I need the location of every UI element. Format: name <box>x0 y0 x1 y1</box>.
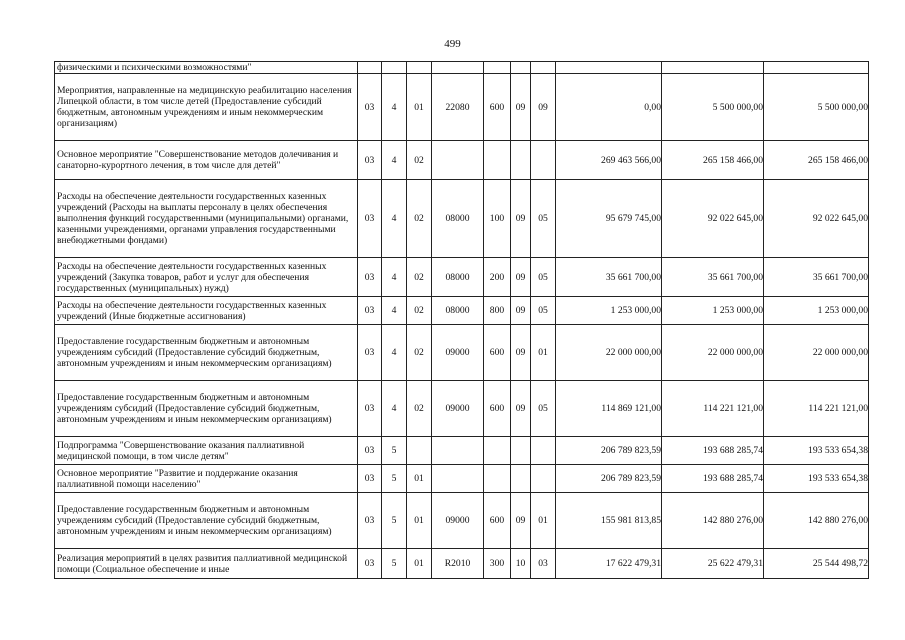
subprogram-code-cell: 4 <box>382 381 407 437</box>
direction-code-cell <box>432 62 484 74</box>
program-code-cell: 03 <box>358 297 382 325</box>
program-code-cell: 03 <box>358 549 382 579</box>
amount-year-3-cell <box>764 62 869 74</box>
subprogram-code-cell: 4 <box>382 258 407 297</box>
subprogram-code-cell: 4 <box>382 297 407 325</box>
row-name-cell: Основное мероприятие "Совершенствование методов долечивания и санаторно-курортного лечения, в том числе для детей" <box>55 141 358 180</box>
amount-year-3-cell: 5 500 000,00 <box>764 74 869 141</box>
amount-year-1-cell <box>556 62 662 74</box>
amount-year-3-cell: 35 661 700,00 <box>764 258 869 297</box>
row-name-cell: Мероприятия, направленные на медицинскую реабилитацию населения Липецкой области, в том числе детей (Предоставление субсидий бюджетным, автономным учреждениям и иным некоммерческим организациям) <box>55 74 358 141</box>
section-cell <box>511 62 531 74</box>
expense-type-cell: 600 <box>484 325 511 381</box>
table-row <box>55 141 869 180</box>
program-code-cell: 03 <box>358 258 382 297</box>
subsection-cell <box>531 141 556 180</box>
amount-year-3-cell: 142 880 276,00 <box>764 493 869 549</box>
table-row <box>55 258 869 297</box>
amount-year-2-cell: 114 221 121,00 <box>662 381 764 437</box>
program-code-cell: 03 <box>358 437 382 465</box>
event-code-cell: 01 <box>407 549 432 579</box>
program-code-cell: 03 <box>358 381 382 437</box>
table-row <box>55 325 869 381</box>
row-name-cell: Расходы на обеспечение деятельности государственных казенных учреждений (Иные бюджетные ассигнования) <box>55 297 358 325</box>
event-code-cell: 02 <box>407 297 432 325</box>
event-code-cell: 01 <box>407 74 432 141</box>
subsection-cell: 03 <box>531 549 556 579</box>
amount-year-2-cell <box>662 62 764 74</box>
subsection-cell: 09 <box>531 74 556 141</box>
amount-year-2-cell: 35 661 700,00 <box>662 258 764 297</box>
row-name-cell: Реализация мероприятий в целях развития паллиативной медицинской помощи (Социальное обеспечение и иные <box>55 549 358 579</box>
table-row <box>55 180 869 258</box>
direction-code-cell: 08000 <box>432 258 484 297</box>
amount-year-1-cell: 17 622 479,31 <box>556 549 662 579</box>
expense-type-cell <box>484 465 511 493</box>
subprogram-code-cell: 5 <box>382 465 407 493</box>
program-code-cell: 03 <box>358 74 382 141</box>
section-cell: 09 <box>511 297 531 325</box>
subprogram-code-cell <box>382 62 407 74</box>
amount-year-2-cell: 193 688 285,74 <box>662 465 764 493</box>
table-row <box>55 465 869 493</box>
amount-year-2-cell: 25 622 479,31 <box>662 549 764 579</box>
direction-code-cell <box>432 465 484 493</box>
amount-year-2-cell: 193 688 285,74 <box>662 437 764 465</box>
page-number: 499 <box>444 38 461 50</box>
subprogram-code-cell: 4 <box>382 74 407 141</box>
subprogram-code-cell: 4 <box>382 141 407 180</box>
amount-year-2-cell: 265 158 466,00 <box>662 141 764 180</box>
row-name-cell: Предоставление государственным бюджетным и автономным учреждениям субсидий (Предоставление субсидий бюджетным, автономным учреждениям и иным некоммерческим организациям) <box>55 325 358 381</box>
program-code-cell <box>358 62 382 74</box>
row-name-cell: Предоставление государственным бюджетным и автономным учреждениям субсидий (Предоставление субсидий бюджетным, автономным учреждениям и иным некоммерческим организациям) <box>55 493 358 549</box>
amount-year-3-cell: 22 000 000,00 <box>764 325 869 381</box>
section-cell <box>511 465 531 493</box>
section-cell: 09 <box>511 493 531 549</box>
expense-type-cell <box>484 62 511 74</box>
amount-year-1-cell: 35 661 700,00 <box>556 258 662 297</box>
amount-year-3-cell: 265 158 466,00 <box>764 141 869 180</box>
subprogram-code-cell: 5 <box>382 549 407 579</box>
subprogram-code-cell: 5 <box>382 493 407 549</box>
direction-code-cell: 09000 <box>432 493 484 549</box>
direction-code-cell: 22080 <box>432 74 484 141</box>
event-code-cell: 02 <box>407 180 432 258</box>
amount-year-3-cell: 92 022 645,00 <box>764 180 869 258</box>
program-code-cell: 03 <box>358 180 382 258</box>
amount-year-1-cell: 95 679 745,00 <box>556 180 662 258</box>
subsection-cell: 05 <box>531 258 556 297</box>
section-cell: 09 <box>511 325 531 381</box>
amount-year-2-cell: 1 253 000,00 <box>662 297 764 325</box>
table-body <box>55 62 869 579</box>
amount-year-1-cell: 22 000 000,00 <box>556 325 662 381</box>
amount-year-1-cell: 1 253 000,00 <box>556 297 662 325</box>
direction-code-cell: 09000 <box>432 325 484 381</box>
program-code-cell: 03 <box>358 141 382 180</box>
program-code-cell: 03 <box>358 325 382 381</box>
row-name-cell: Предоставление государственным бюджетным и автономным учреждениям субсидий (Предоставление субсидий бюджетным, автономным учреждениям и иным некоммерческим организациям) <box>55 381 358 437</box>
event-code-cell: 02 <box>407 258 432 297</box>
section-cell <box>511 141 531 180</box>
table-row <box>55 381 869 437</box>
row-name-cell: Подпрограмма "Совершенствование оказания паллиативной медицинской помощи, в том числе детям" <box>55 437 358 465</box>
direction-code-cell: 08000 <box>432 180 484 258</box>
table-row <box>55 297 869 325</box>
amount-year-3-cell: 114 221 121,00 <box>764 381 869 437</box>
event-code-cell: 02 <box>407 325 432 381</box>
amount-year-2-cell: 92 022 645,00 <box>662 180 764 258</box>
expense-type-cell: 300 <box>484 549 511 579</box>
expense-type-cell <box>484 437 511 465</box>
amount-year-1-cell: 0,00 <box>556 74 662 141</box>
amount-year-3-cell: 1 253 000,00 <box>764 297 869 325</box>
table-row <box>55 549 869 579</box>
expense-type-cell: 200 <box>484 258 511 297</box>
direction-code-cell: 08000 <box>432 297 484 325</box>
amount-year-3-cell: 193 533 654,38 <box>764 465 869 493</box>
event-code-cell <box>407 62 432 74</box>
amount-year-1-cell: 155 981 813,85 <box>556 493 662 549</box>
direction-code-cell <box>432 437 484 465</box>
program-code-cell: 03 <box>358 493 382 549</box>
subprogram-code-cell: 4 <box>382 180 407 258</box>
subsection-cell: 05 <box>531 297 556 325</box>
row-name-cell: Основное мероприятие "Развитие и поддержание оказания паллиативной помощи населению" <box>55 465 358 493</box>
direction-code-cell: 09000 <box>432 381 484 437</box>
expense-type-cell: 600 <box>484 381 511 437</box>
amount-year-2-cell: 142 880 276,00 <box>662 493 764 549</box>
amount-year-2-cell: 22 000 000,00 <box>662 325 764 381</box>
subsection-cell: 01 <box>531 325 556 381</box>
table-row <box>55 74 869 141</box>
section-cell: 09 <box>511 258 531 297</box>
table-row <box>55 493 869 549</box>
event-code-cell: 01 <box>407 493 432 549</box>
expense-type-cell: 600 <box>484 493 511 549</box>
event-code-cell <box>407 437 432 465</box>
event-code-cell: 02 <box>407 381 432 437</box>
expense-type-cell: 800 <box>484 297 511 325</box>
row-name-cell: физическими и психическими возможностями" <box>55 62 358 74</box>
amount-year-3-cell: 193 533 654,38 <box>764 437 869 465</box>
subsection-cell: 05 <box>531 381 556 437</box>
amount-year-1-cell: 206 789 823,59 <box>556 437 662 465</box>
table-row <box>55 62 869 74</box>
section-cell: 09 <box>511 180 531 258</box>
amount-year-2-cell: 5 500 000,00 <box>662 74 764 141</box>
section-cell: 09 <box>511 74 531 141</box>
section-cell: 09 <box>511 381 531 437</box>
direction-code-cell <box>432 141 484 180</box>
subprogram-code-cell: 5 <box>382 437 407 465</box>
amount-year-1-cell: 206 789 823,59 <box>556 465 662 493</box>
program-code-cell: 03 <box>358 465 382 493</box>
expense-type-cell: 600 <box>484 74 511 141</box>
subsection-cell <box>531 437 556 465</box>
table-row <box>55 437 869 465</box>
direction-code-cell: R2010 <box>432 549 484 579</box>
event-code-cell: 02 <box>407 141 432 180</box>
budget-table <box>54 61 869 579</box>
expense-type-cell: 100 <box>484 180 511 258</box>
subsection-cell: 01 <box>531 493 556 549</box>
section-cell: 10 <box>511 549 531 579</box>
subprogram-code-cell: 4 <box>382 325 407 381</box>
event-code-cell: 01 <box>407 465 432 493</box>
subsection-cell: 05 <box>531 180 556 258</box>
amount-year-3-cell: 25 544 498,72 <box>764 549 869 579</box>
subsection-cell <box>531 465 556 493</box>
section-cell <box>511 437 531 465</box>
amount-year-1-cell: 114 869 121,00 <box>556 381 662 437</box>
row-name-cell: Расходы на обеспечение деятельности государственных казенных учреждений (Расходы на выплаты персоналу в целях обеспечения выполнения функций государственными (муниципальными) органами, казенными учреждениями, органами управления государственными внебюджетными фондами) <box>55 180 358 258</box>
row-name-cell: Расходы на обеспечение деятельности государственных казенных учреждений (Закупка товаров, работ и услуг для обеспечения государственных (муниципальных) нужд) <box>55 258 358 297</box>
subsection-cell <box>531 62 556 74</box>
expense-type-cell <box>484 141 511 180</box>
amount-year-1-cell: 269 463 566,00 <box>556 141 662 180</box>
